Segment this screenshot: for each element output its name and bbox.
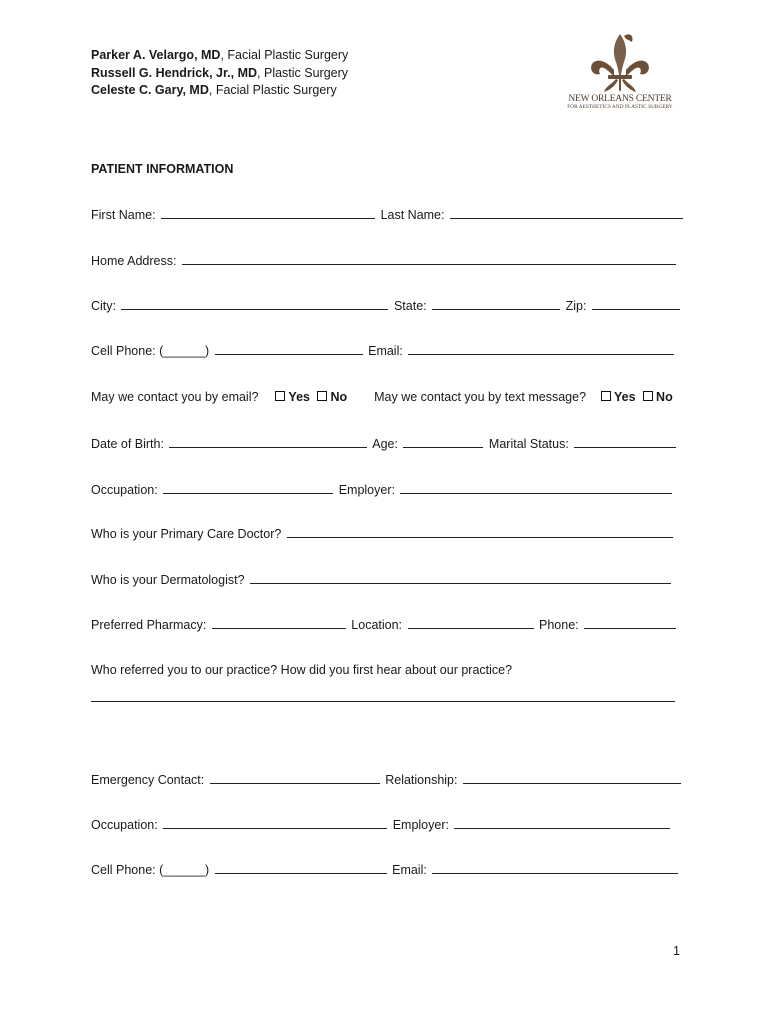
ec-employer-field[interactable] bbox=[454, 817, 670, 829]
home-address-label: Home Address: bbox=[91, 254, 177, 268]
pcp-field[interactable] bbox=[287, 526, 673, 538]
doctor-line bbox=[91, 47, 348, 65]
occupation-field[interactable] bbox=[163, 482, 333, 494]
cell-phone-field[interactable] bbox=[215, 343, 363, 355]
dob-field[interactable] bbox=[169, 436, 367, 448]
phone-row bbox=[91, 343, 681, 359]
no-label: No bbox=[656, 390, 673, 404]
ec-email-field[interactable] bbox=[432, 862, 678, 874]
email-field[interactable] bbox=[408, 343, 674, 355]
emergency-contact-row bbox=[91, 772, 681, 788]
cell-phone-label: Cell Phone: (______) bbox=[91, 344, 210, 358]
marital-status-label: Marital Status: bbox=[488, 437, 569, 451]
dermatologist-field[interactable] bbox=[250, 572, 671, 584]
city-label: City: bbox=[91, 299, 116, 313]
doctor-specialty: , Facial Plastic Surgery bbox=[208, 83, 337, 97]
email-no-checkbox[interactable] bbox=[317, 391, 327, 401]
relationship-label: Relationship: bbox=[385, 773, 458, 787]
pharmacy-label: Preferred Pharmacy: bbox=[91, 618, 207, 632]
location-label: Location: bbox=[351, 618, 403, 632]
doctor-line bbox=[91, 82, 348, 100]
ec-occupation-label: Occupation: bbox=[91, 818, 158, 832]
city-row bbox=[91, 298, 681, 314]
state-field[interactable] bbox=[432, 298, 560, 310]
page-number: 1 bbox=[673, 944, 680, 958]
referral-answer-row bbox=[91, 690, 681, 706]
home-address-field[interactable] bbox=[182, 253, 676, 265]
doctor-list bbox=[91, 47, 348, 100]
text-yes-checkbox[interactable] bbox=[601, 391, 611, 401]
doctor-name: Parker A. Velargo, MD bbox=[91, 48, 221, 62]
dermatologist-row bbox=[91, 572, 681, 588]
doctor-specialty: , Plastic Surgery bbox=[257, 65, 349, 80]
pcp-label: Who is your Primary Care Doctor? bbox=[91, 527, 282, 541]
doctor-specialty: , Facial Plastic Surgery bbox=[220, 48, 349, 62]
ec-employer-label: Employer: bbox=[392, 818, 449, 832]
yes-label: Yes bbox=[288, 390, 310, 404]
text-no-checkbox[interactable] bbox=[643, 391, 653, 401]
ec-cell-phone-field[interactable] bbox=[215, 862, 387, 874]
last-name-field[interactable] bbox=[450, 207, 683, 219]
doctor-line bbox=[91, 65, 348, 83]
referral-field[interactable] bbox=[91, 690, 675, 702]
ec-occupation-field[interactable] bbox=[163, 817, 387, 829]
logo-subtitle: FOR AESTHETICS AND PLASTIC SURGERY bbox=[567, 104, 673, 110]
first-name-label: First Name: bbox=[91, 208, 156, 222]
occupation-row bbox=[91, 482, 681, 498]
practice-logo bbox=[566, 30, 674, 112]
zip-field[interactable] bbox=[592, 298, 680, 310]
fleur-de-lis-icon bbox=[566, 30, 674, 96]
email-label: Email: bbox=[368, 344, 403, 358]
location-field[interactable] bbox=[408, 617, 534, 629]
emergency-contact-label: Emergency Contact: bbox=[91, 773, 205, 787]
zip-label: Zip: bbox=[565, 299, 587, 313]
contact-preferences-row bbox=[91, 389, 681, 405]
referral-label: Who referred you to our practice? How did you first hear about our practice? bbox=[91, 663, 513, 677]
logo-title: NEW ORLEANS CENTER bbox=[568, 94, 672, 104]
section-title: PATIENT INFORMATION bbox=[91, 162, 234, 176]
first-name-field[interactable] bbox=[161, 207, 375, 219]
employer-field[interactable] bbox=[400, 482, 672, 494]
address-row bbox=[91, 253, 681, 269]
dermatologist-label: Who is your Dermatologist? bbox=[91, 573, 245, 587]
age-field[interactable] bbox=[403, 436, 483, 448]
name-row bbox=[91, 207, 681, 223]
state-label: State: bbox=[393, 299, 427, 313]
doctor-name: Russell G. Hendrick, Jr., MD bbox=[91, 65, 258, 80]
pharmacy-phone-label: Phone: bbox=[539, 618, 579, 632]
contact-text-question: May we contact you by text message? bbox=[374, 390, 587, 404]
pharmacy-row bbox=[91, 617, 681, 633]
pharmacy-field[interactable] bbox=[212, 617, 346, 629]
employer-label: Employer: bbox=[338, 483, 395, 497]
pharmacy-phone-field[interactable] bbox=[584, 617, 676, 629]
age-label: Age: bbox=[372, 437, 398, 451]
marital-status-field[interactable] bbox=[574, 436, 676, 448]
yes-label: Yes bbox=[614, 390, 636, 404]
emergency-contact-field[interactable] bbox=[210, 772, 380, 784]
email-yes-checkbox[interactable] bbox=[275, 391, 285, 401]
relationship-field[interactable] bbox=[463, 772, 681, 784]
contact-email-question: May we contact you by email? bbox=[91, 390, 259, 404]
referral-row bbox=[91, 662, 681, 678]
dob-row bbox=[91, 436, 681, 452]
ec-phone-row bbox=[91, 862, 681, 878]
dob-label: Date of Birth: bbox=[91, 437, 164, 451]
ec-email-label: Email: bbox=[392, 863, 427, 877]
pcp-row bbox=[91, 526, 681, 542]
occupation-label: Occupation: bbox=[91, 483, 158, 497]
ec-occupation-row bbox=[91, 817, 681, 833]
last-name-label: Last Name: bbox=[380, 208, 445, 222]
ec-cell-phone-label: Cell Phone: (______) bbox=[91, 863, 210, 877]
no-label: No bbox=[330, 390, 348, 404]
doctor-name: Celeste C. Gary, MD bbox=[91, 83, 209, 97]
city-field[interactable] bbox=[121, 298, 388, 310]
